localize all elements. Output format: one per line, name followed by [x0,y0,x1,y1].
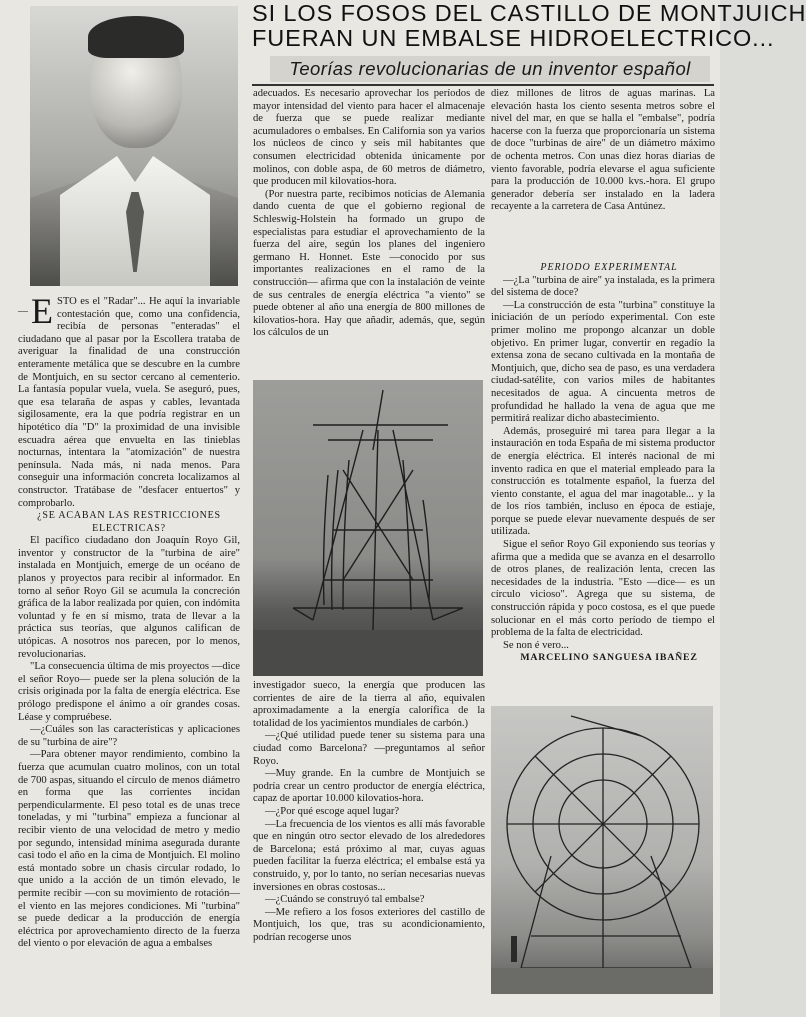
paragraph: "La consecuencia última de mis proyectos —dice el señor Royo— puede ser la plena solución de la crisis originada por la falta de energía eléctrica. Ese prólogo predispone el ánimo a oír grandes cosas. Léase y compruébese. [18,661,240,723]
paragraph: —La construcción de esta "turbina" constituye la iniciación de un período experimental. Con este primer molino me propongo alcanzar un doble objetivo. En primer lugar, convertir en regadío la extensa zona de secano cultivada en la montaña de Montjuich, que, dicho sea de paso, es una verdadera ciudad-satélite, con varios miles de habitantes necesitados de agua. A cincuenta metros de profundidad he hallado la vena de agua que me permitirá realizar dicho abastecimiento. [491,299,715,425]
paragraph: —Muy grande. En la cumbre de Montjuich se podría crear un centro productor de energía eléctrica, capaz de aportar 10.000 kilovatios-hora. [253,768,485,805]
paragraph: —Para obtener mayor rendimiento, combino la fuerza que acumulan cuatro molinos, con un total de 700 aspas, situando el círculo de menos diámetro en forma que las corrientes incidan perpendicularmente. El peso total es de unas trece toneladas, y mi "turbina" empieza a funcionar al recibir viento de una velocidad de metro y medio por segundo, intensidad mínima asegurada durante casi todo el año en la cima de Montjuich. El molino está montado sobre un chasis circular rodado, lo que unido a la acción de un timón elevado, le permite recibir —con su movimiento de rotación— el viento en las mejores condiciones. Mi "turbina" se puede dedicar a la producción de energía eléctrica por aprovechamiento directo de la fuerza del viento o por elevación de agua a embalses [18,749,240,950]
inventor-portrait-photo [30,6,238,274]
intro-rest: He aquí la invariable contestación que, como una confidencia, recibía de personas "enteradas" el ciudadano que al pasar por la Escollera trataba de averiguar la finalidad de una construcción enteramente metálica que se descubre en la cumbre de Montjuich, en su sector cercano al cementerio. La fantasía popular vuela, vuela. Se aseguró, pues, que esa telaraña de aspas y cables, levantada sigilosamente, era la que podría registrar en un hipotético día "D" la proximidad de una invisible escuadra aérea que envuelta en las tinieblas nocturnas, intentara la "atomización" de nuestra península. Nada más, ni nada menos. Para conseguir una información concreta localizamos al constructor. Tratábase de "desfacer entuertos" y comprobarlo. [18,296,240,509]
intro-first: STO es el "Radar"... [57,296,146,307]
section-heading-restrictions: ¿SE ACABAN LAS RESTRICCIONES ELECTRICAS? [37,510,221,534]
paragraph: (Por nuestra parte, recibimos noticias de Alemania dando cuenta de que el gobierno regional de Schleswig-Holstein ha formado un grupo de especialistas para estudiar el aprovechamiento de la fuerza del aire, según los planes del ingeniero germano H. Honnet. Este —conocido por sus importantes realizaciones en el ramo de la construcción— afirma que con la instalación de veinte de sus centrales de energía eléctrica "a viento" se puede obtener al año una energía de 800 millones de kilovatios-hora. Hay que añadir, además, que, según los cálculos de un [253,188,485,339]
wind-turbine-photo-1 [253,380,483,676]
paragraph: El pacífico ciudadano don Joaquín Royo Gil, inventor y constructor de la "turbina de aire" instalada en Montjuich, emerge de un océano de planos y proyectos para recibir al informador. En torno al señor Royo Gil se acumula la concreción gráfica de la labor realizada por quien, con indómita voluntad y fe en sí mismo, trata de llevar a la práctica sus teorías, que algunos califican de utópicas. A nosotros nos parecen, por lo menos, revolucionarias. [18,535,240,660]
paragraph: adecuados. Es necesario aprovechar los períodos de mayor intensidad del viento para hacer el almacenaje de fuerza que se puede realizar mediante acumuladores o embalses. En California son ya varios los núcleos de cinco y seis mil habitantes que consumen electricidad obtenida únicamente por molinos, con doble aspa, de 60 metros de diámetro, que producen mil kilovatios-hora. [253,88,485,188]
wind-turbine-photo-2 [491,706,713,994]
paragraph: —¿La "turbina de aire" ya instalada, es la primera del sistema de doce? [491,274,715,299]
article-column-3-lower [491,262,715,665]
headline-subtitle: Teorías revolucionarias de un inventor español [270,56,710,82]
section-heading-experimental: PERIODO EXPERIMENTAL [540,262,678,273]
turbine-wheel-illustration [491,706,713,994]
article-column-1 [18,291,240,951]
intro-paragraph [18,291,240,510]
article-column-3-top [491,88,715,214]
paragraph: diez millones de litros de aguas marinas. La elevación hasta los ciento sesenta metros sobre el nivel del mar, en que se halla el "embalse", podría hacerse con la fuerza que proporcionaría un sistema de doce "turbinas de aire" de un diámetro máximo de ochenta metros. Con unas diez horas diarias de viento favorable, podría elevarse el agua suficiente para la producción de 10.000 kvs.-hora. El grupo generador debería ser instalado en la ladera recayente a la carretera de Casa Antúnez. [491,88,715,213]
headline-line-2: FUERAN UN EMBALSE HIDROELECTRICO... [252,25,775,51]
paragraph: Además, proseguiré mi tarea para llegar a la instauración en toda España de mi sistema productor de energía eléctrica. El interés nacional de mi invento radica en que el material empleado para la construcción es totalmente español, la fuerza del viento constante, el agua del mar inagotable... y la de los ríos también, incluso en época de estiaje, porque se puede elevar nuevamente después de ser utilizada. [491,425,715,538]
paragraph: —¿Por qué escoge aquel lugar? [265,805,400,817]
lead-dash: — [18,306,28,317]
author-signature: MARCELINO SANGUESA IBAÑEZ [520,652,698,664]
article-column-2-bottom [253,680,485,944]
paragraph: investigador sueco, la energía que producen las corrientes de aire de la tierra al año, equivalen aproximadamente a la energía calorífica de la totalidad de los yacimientos mundiales de carbón.) [253,680,485,729]
turbine-tower-illustration [253,380,483,676]
portrait-hair [88,16,184,58]
headline-rule [252,84,714,86]
paragraph: —Me refiero a los fosos exteriores del castillo de Montjuich, los que, tras su acondicionamiento, podrían recogerse unos [253,906,485,943]
paragraph: Sigue el señor Royo Gil exponiendo sus teorías y afirma que a medida que se avanza en el desarrollo de otros planes, de realización lenta, crecen las necesidades de la industria. "Esto —dice— es un círculo vicioso". Agrega que su sistema, de construcción rápida y poco costosa, es el que puede solucionar en el más corto período de tiempo el problema de la falta de electricidad. [491,539,715,639]
paragraph: —¿Qué utilidad puede tener su sistema para una ciudad como Barcelona? —preguntamos al señor Royo. [253,730,485,767]
paragraph: —La frecuencia de los vientos es allí más favorable que en ningún otro sector elevado de los alrededores de Barcelona; está próximo al mar, cuyas aguas pueden facilitar la fuerza eléctrica; el embalse está ya construido, y, por lo tanto, no serían necesarias nuevas inversiones en obras costosas... [253,818,485,893]
headline-line-1: SI LOS FOSOS DEL CASTILLO DE MONTJUICH [252,0,806,26]
closing-line: Se non é vero... [503,639,569,651]
paragraph: —¿Cuándo se construyó tal embalse? [265,894,425,906]
headline [252,0,806,51]
drop-cap: E [31,291,53,331]
paragraph: —¿Cuáles son las características y aplicaciones de su "turbina de aire"? [18,724,240,748]
article-column-2-top [253,88,485,340]
